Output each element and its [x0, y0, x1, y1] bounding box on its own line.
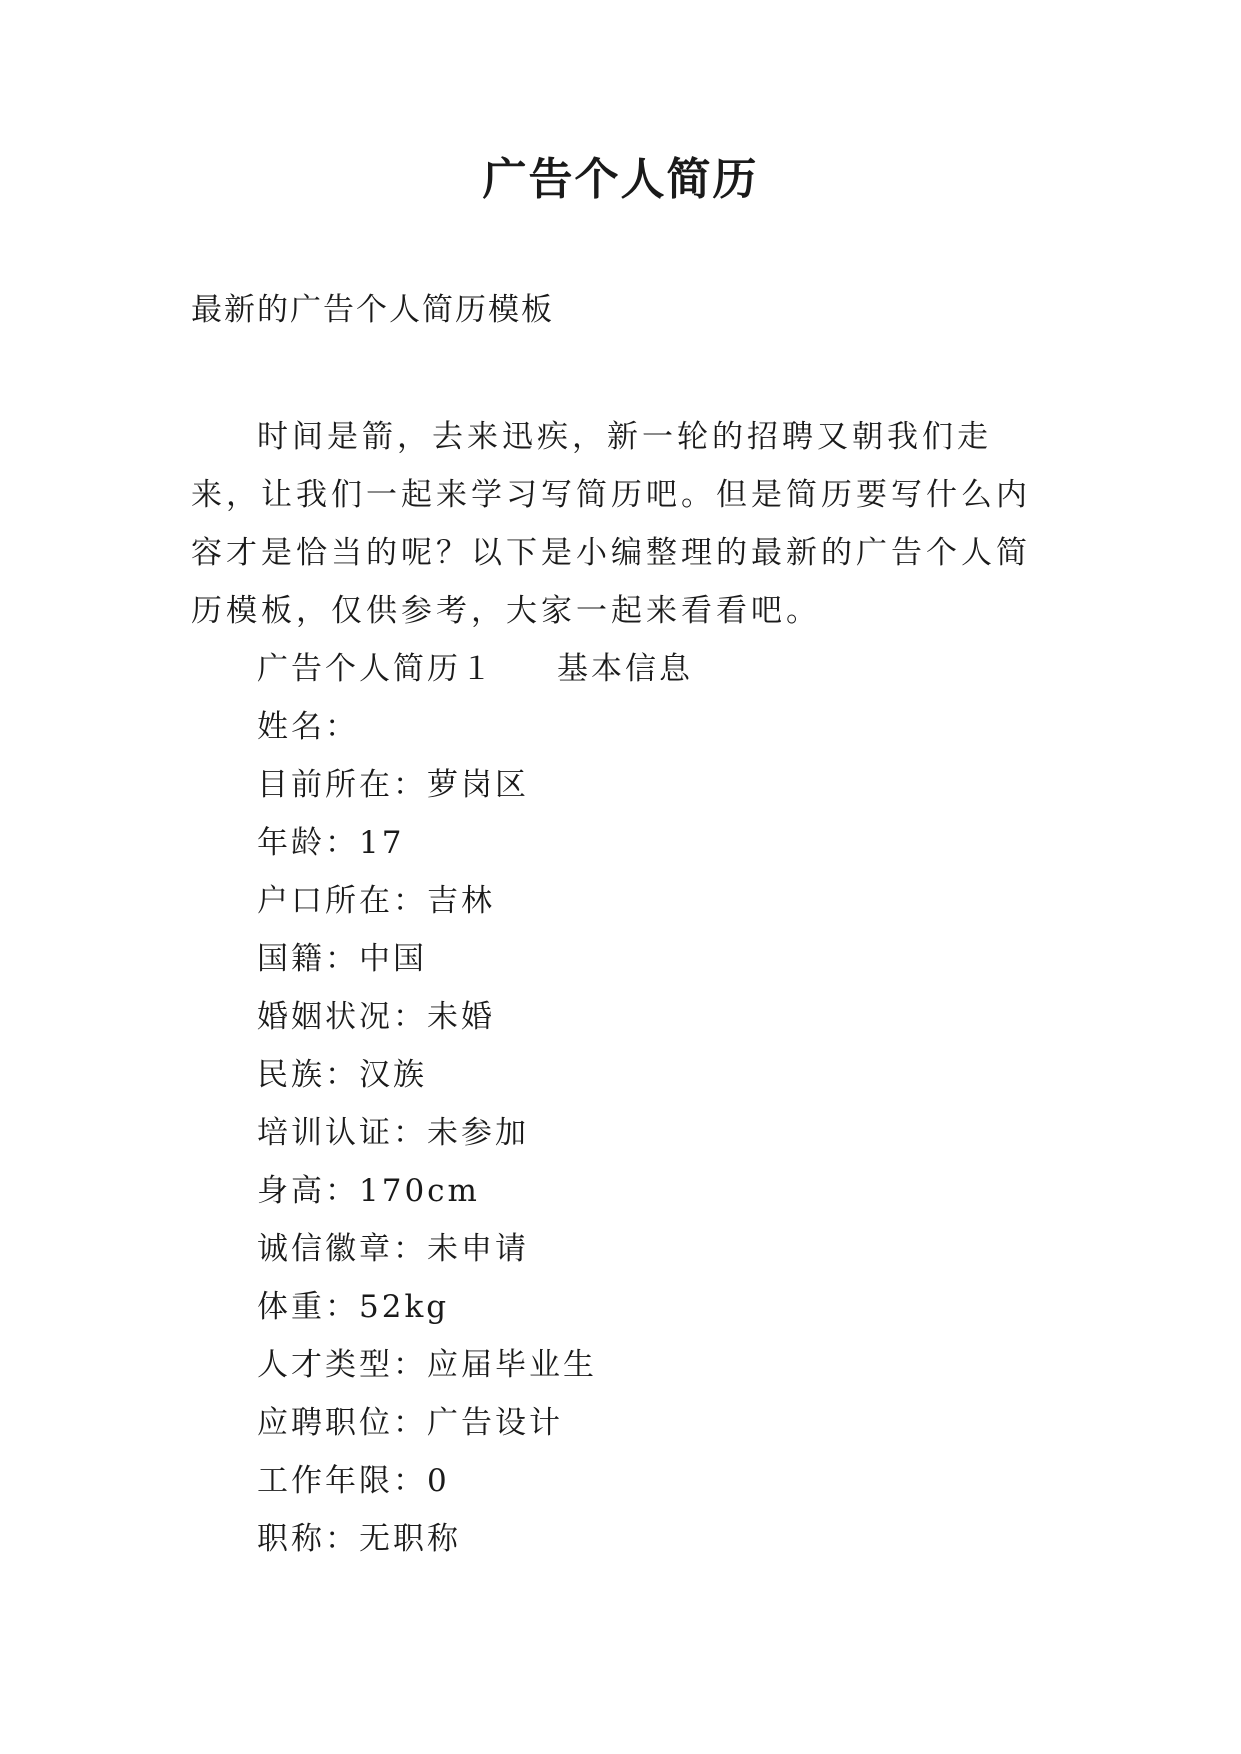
field-hukou: 户口所在：吉林: [257, 883, 495, 919]
field-marital-status: 婚姻状况：未婚: [257, 999, 495, 1035]
field-height: 身高：170cm: [257, 1173, 480, 1209]
basic-info-list: [257, 640, 693, 1568]
field-certification: 培训认证：未参加: [257, 1115, 529, 1151]
field-talent-type: 人才类型：应届毕业生: [257, 1347, 597, 1383]
intro-paragraph: 时间是箭，去来迅疾，新一轮的招聘又朝我们走来，让我们一起来学习写简历吧。但是简历要写什么内容才是恰当的呢？以下是小编整理的最新的广告个人简历模板，仅供参考，大家一起来看看吧。: [191, 419, 1031, 629]
field-nationality: 国籍：中国: [257, 941, 427, 977]
field-current-location: 目前所在：萝岗区: [257, 767, 529, 803]
document-title: 广告个人简历: [482, 154, 759, 205]
field-work-years: 工作年限：0: [257, 1463, 450, 1499]
field-weight: 体重：52kg: [257, 1289, 450, 1325]
document-subtitle: 最新的广告个人简历模板: [191, 292, 554, 328]
field-position: 应聘职位：广告设计: [257, 1405, 563, 1441]
field-ethnicity: 民族：汉族: [257, 1057, 427, 1093]
field-integrity-badge: 诚信徽章：未申请: [257, 1231, 529, 1267]
field-age: 年龄：17: [257, 825, 405, 861]
section-heading: 基本信息: [557, 651, 693, 687]
section-heading-line: [257, 640, 693, 698]
field-name: 姓名：: [257, 709, 359, 745]
field-title: 职称：无职称: [257, 1521, 461, 1557]
section-label: 广告个人简历１: [257, 651, 495, 687]
